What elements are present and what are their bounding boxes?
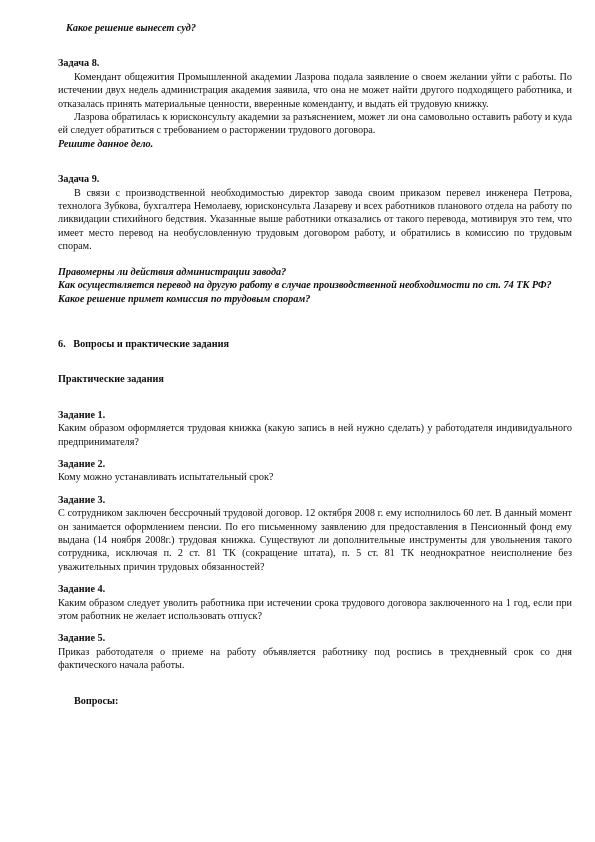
task-9-question-2: Как осуществляется перевод на другую работу в случае производственной необходимости по ст. 74 ТК РФ?	[58, 280, 552, 292]
assignment-4-title: Задание 4.	[58, 584, 106, 596]
assignment-1-text: Каким образом оформляется трудовая книжка (какую запись в ней нужно сделать) у работодателя индивидуального предпринимателя?	[58, 423, 572, 448]
assignment-2-text: Кому можно устанавливать испытательный срок?	[58, 472, 274, 484]
assignment-3-title: Задание 3.	[58, 494, 106, 506]
document-page	[58, 22, 572, 708]
task-8-paragraph-2: Лазрова обратилась к юрисконсульту академии за разъяснением, может ли она самовольно оставить работу и куда ей следует обратиться с требованием о расторжении трудового договора.	[58, 112, 572, 137]
section-number: 6.	[58, 338, 66, 350]
assignment-2-title: Задание 2.	[58, 458, 106, 470]
task-9-paragraph: В связи с производственной необходимостью директор завода своим приказом перевел инженера Петрова, технолога Зубкова, бухгалтера Немолаеву, юрисконсульта Лазареву и всех работников планового отдела на работу по ликвидации стихийного бедствия. Указанные выше работники отказались от такого перевода, мотивируя это тем, что имеет место перевод на необусловленную трудовым договором работу, и обратились в комиссию по трудовым спорам.	[58, 187, 572, 253]
questions-heading: Вопросы:	[74, 695, 119, 707]
assignment-5-title: Задание 5.	[58, 633, 106, 645]
assignment-4-text: Каким образом следует уволить работника при истечении срока трудового договора заключенного на 1 год, если при этом работник не желает использовать отпуск?	[58, 597, 572, 622]
section-title: Вопросы и практические задания	[73, 338, 230, 350]
task-8-question: Решите данное дело.	[58, 138, 154, 150]
task-9-question-1: Правомерны ли действия администрации завода?	[58, 266, 287, 278]
task-9-title: Задача 9.	[58, 174, 100, 186]
section-heading	[58, 338, 572, 351]
task-8-paragraph-1: Комендант общежития Промышленной академии Лазрова подала заявление о своем желании уйти с работы. По истечении двух недель администрация академия заявила, что она не может найти другого подходящего работника, и отказалась принять материальные ценности, вверенные коменданту, и выдать ей трудовую книжку.	[58, 71, 572, 110]
task-9-question-3: Какое решение примет комиссия по трудовым спорам?	[58, 293, 311, 305]
task-8-title: Задача 8.	[58, 58, 100, 70]
assignment-5-text: Приказ работодателя о приеме на работу объявляется работнику под роспись в трехдневный срок со дня фактического начала работы.	[58, 646, 572, 672]
intro-question: Какое решение вынесет суд?	[66, 23, 196, 34]
practical-heading: Практические задания	[58, 374, 164, 386]
assignment-1-title: Задание 1.	[58, 409, 106, 421]
assignment-3-text: С сотрудником заключен бессрочный трудовой договор. 12 октября 2008 г. ему исполнилось 60 лет. В данный момент он занимается оформлением пенсии. По его письменному заявлению для предоставления в Пенсионный фонд ему выдана (14 ноября 2008г.) трудовая книжка. Существуют ли дополнительные инструменты для увольнения такого сотрудника, исключая п. 2 ст. 81 ТК (сокращение штата), п. 5 ст. 81 ТК неоднократное неисполнение без уважительных причин трудовых обязанностей?	[58, 508, 572, 573]
